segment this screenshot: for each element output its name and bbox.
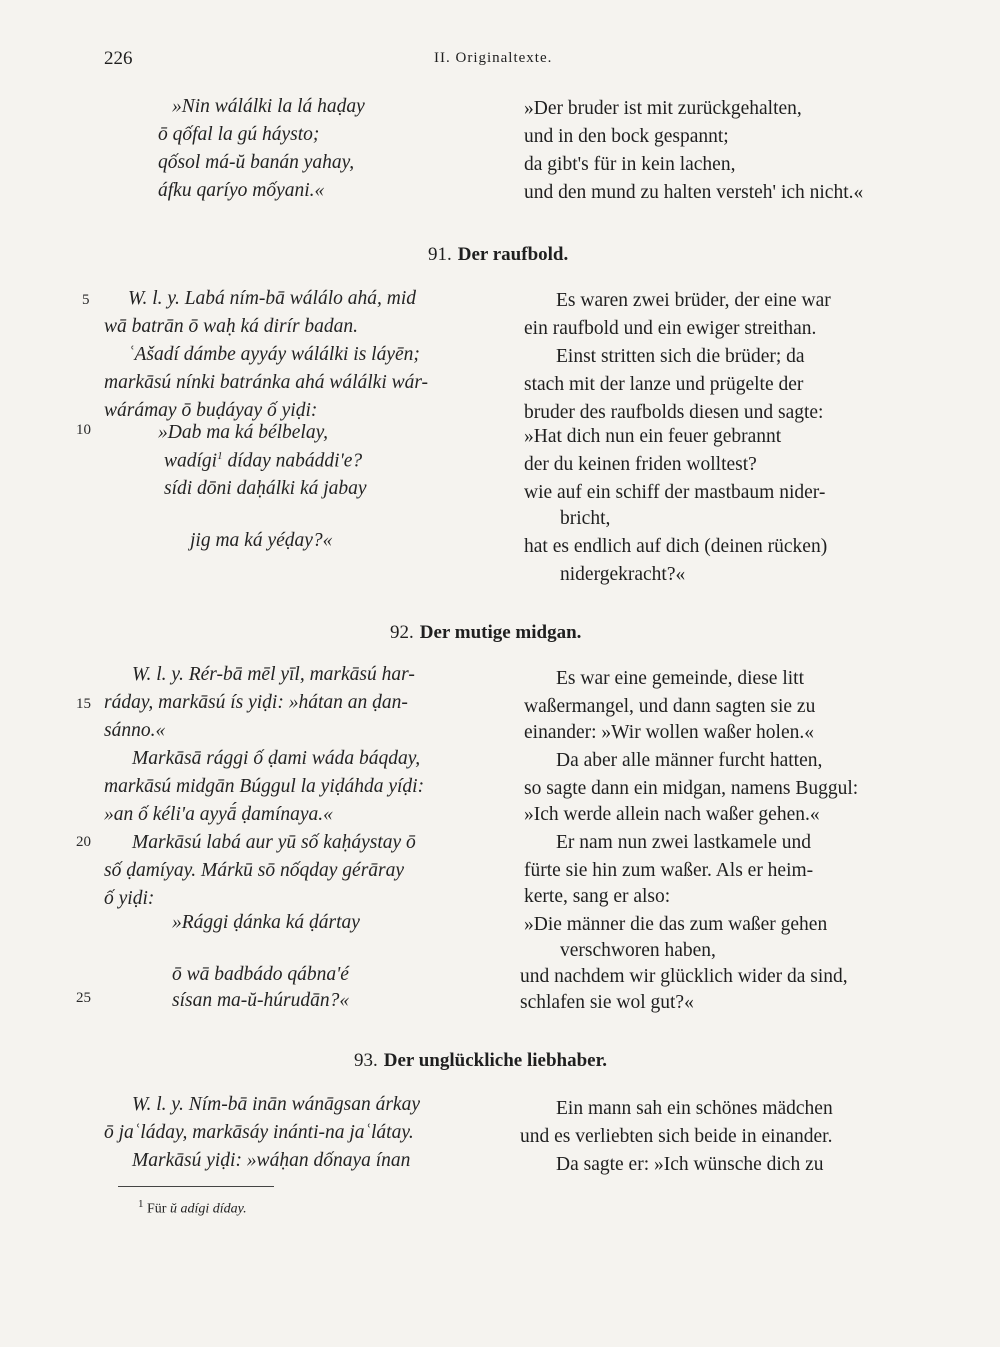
translation-line: nidergekracht?«	[560, 564, 686, 585]
translation-line: Da sagte er: »Ich wünsche dich zu	[556, 1154, 824, 1175]
verse-line-left: wadígi$^1$ díday nabáddi'e?	[164, 450, 363, 472]
text-line-left: markāsú nínki batránka ahá wálálki wár-	[104, 372, 429, 393]
translation-line: bruder des raufbolds diesen und sagte:	[524, 402, 824, 423]
section-heading: Der unglückliche liebhaber.	[383, 1050, 608, 1071]
translation-line: verschworen haben,	[560, 940, 716, 961]
footnote-ref: 1	[217, 450, 223, 462]
page-header	[104, 48, 940, 76]
translation-line: einander: »Wir wollen waßer holen.«	[524, 722, 814, 743]
section-title-92	[390, 622, 581, 644]
text-line-left: Markāsú yiḍi: »wáḥan dốnaya ínan	[132, 1150, 411, 1171]
verse-line-left: sísan ma-ŭ-húrudān?«	[172, 990, 350, 1011]
section-number: 92.	[390, 622, 414, 643]
text-line-left: markāsú midgān Búggul la yiḍáhda yíḍi:	[104, 776, 425, 797]
section-title-93	[354, 1050, 607, 1072]
verse-line-left: sídi dōni daḥálki ká jabay	[164, 478, 367, 499]
verse-line-left: ō wā badbádo qábna'é	[172, 964, 349, 985]
translation-line: »Ich werde allein nach waßer gehen.«	[524, 804, 820, 825]
footnote-text: ŭ adígi díday.	[169, 1201, 247, 1217]
text-line-left: số ḍamíyay. Márkū sō nốqday gérāray	[104, 860, 405, 881]
section-number: 93.	[354, 1050, 378, 1071]
text-line-left: wárámay ō buḍáyay ố yiḍi:	[104, 400, 318, 421]
text-line-left: ʿAšadí dámbe ayyáy wálálki is láyēn;	[128, 344, 420, 365]
translation-line: und nachdem wir glücklich wider da sind,	[520, 966, 848, 987]
page-number: 226	[104, 48, 133, 69]
translation-line: und den mund zu halten versteh' ich nicht.«	[524, 182, 864, 203]
translation-line: Ein mann sah ein schönes mädchen	[556, 1098, 833, 1119]
section-heading: Der raufbold.	[457, 244, 569, 265]
line-number: 25	[76, 990, 91, 1006]
text-line-left: wā batrān ō waḥ ká dirír badan.	[104, 316, 359, 337]
section-number: 91.	[428, 244, 452, 265]
section-heading: Der mutige midgan.	[419, 622, 582, 643]
running-head: II. Originaltexte.	[434, 50, 553, 66]
line-number: 10	[76, 422, 91, 438]
line-number: 20	[76, 834, 91, 850]
translation-line: wie auf ein schiff der mastbaum nider-	[524, 482, 826, 503]
translation-line: und es verliebten sich beide in einander.	[520, 1126, 833, 1147]
translation-line: Da aber alle männer furcht hatten,	[556, 750, 823, 771]
text-line-left: W. l. y. Rér-bā mēl yīl, markāsú har-	[132, 664, 415, 685]
translation-line: so sagte dann ein midgan, namens Buggul:	[524, 778, 859, 799]
footnote	[138, 1198, 247, 1218]
translation-line: Es war eine gemeinde, diese litt	[556, 668, 804, 689]
translation-line: fürte sie hin zum waßer. Als er heim-	[524, 860, 814, 881]
translation-line: »Die männer die das zum waßer gehen	[524, 914, 828, 935]
verse-line-left: áfku qaríyo mốyani.«	[158, 180, 325, 201]
translation-line: da gibt's für in kein lachen,	[524, 154, 736, 175]
section-title-91	[428, 244, 568, 266]
translation-line: und in den bock gespannt;	[524, 126, 729, 147]
translation-line: kerte, sang er also:	[524, 886, 671, 907]
translation-line: bricht,	[560, 508, 611, 529]
verse-line-left: »Dab ma ká bélbelay,	[158, 422, 329, 443]
line-number: 15	[76, 696, 91, 712]
text-line-left: ō jaʿláday, markāsáy inánti-na jaʿlátay.	[104, 1122, 414, 1143]
verse-line-left: qốsol má-ŭ banán yahay,	[158, 152, 355, 173]
verse-line-left: jig ma ká yéḍay?«	[190, 530, 333, 551]
text-line-left: »an ố kéli'a ayyā́ ḍamínaya.«	[104, 804, 333, 825]
text-line-left: Markāsú labá aur yū số kaḥáystay ō	[132, 832, 416, 853]
text-line-left: W. l. y. Ním-bā inān wánāgsan árkay	[132, 1094, 420, 1115]
footnote-prefix: Für	[147, 1201, 167, 1217]
translation-line: ein raufbold und ein ewiger streithan.	[524, 318, 817, 339]
text-line-left: ố yiḍi:	[104, 888, 155, 909]
verse-line-left: »Nin wálálki la lá haḍay	[172, 96, 365, 117]
translation-line: der du keinen friden wolltest?	[524, 454, 757, 475]
translation-line: stach mit der lanze und prügelte der	[524, 374, 804, 395]
translation-line: »Hat dich nun ein feuer gebrannt	[524, 426, 782, 447]
translation-line: »Der bruder ist mit zurückgehalten,	[524, 98, 802, 119]
text-line-left: ráday, markāsú ís yiḍi: »hátan an ḍan-	[104, 692, 408, 713]
footnote-mark: 1	[138, 1198, 144, 1210]
verse-line-left: ō qốfal la gú háysto;	[158, 124, 320, 145]
translation-line: schlafen sie wol gut?«	[520, 992, 694, 1013]
translation-line: Er nam nun zwei lastkamele und	[556, 832, 812, 853]
text-line-left: Markāsā rággi ố ḍami wáda báqday,	[132, 748, 421, 769]
text-line-left: W. l. y. Labá ním-bā wálálo ahá, mid	[128, 288, 417, 309]
text-line-left: sánno.«	[104, 720, 166, 741]
translation-line: waßermangel, und dann sagten sie zu	[524, 696, 816, 717]
verse-line-left: »Rággi ḍánka ká ḍártay	[172, 912, 360, 933]
translation-line: hat es endlich auf dich (deinen rücken)	[524, 536, 828, 557]
footnote-rule	[118, 1186, 274, 1187]
translation-line: Einst stritten sich die brüder; da	[556, 346, 805, 367]
line-number: 5	[82, 292, 90, 308]
translation-line: Es waren zwei brüder, der eine war	[556, 290, 831, 311]
